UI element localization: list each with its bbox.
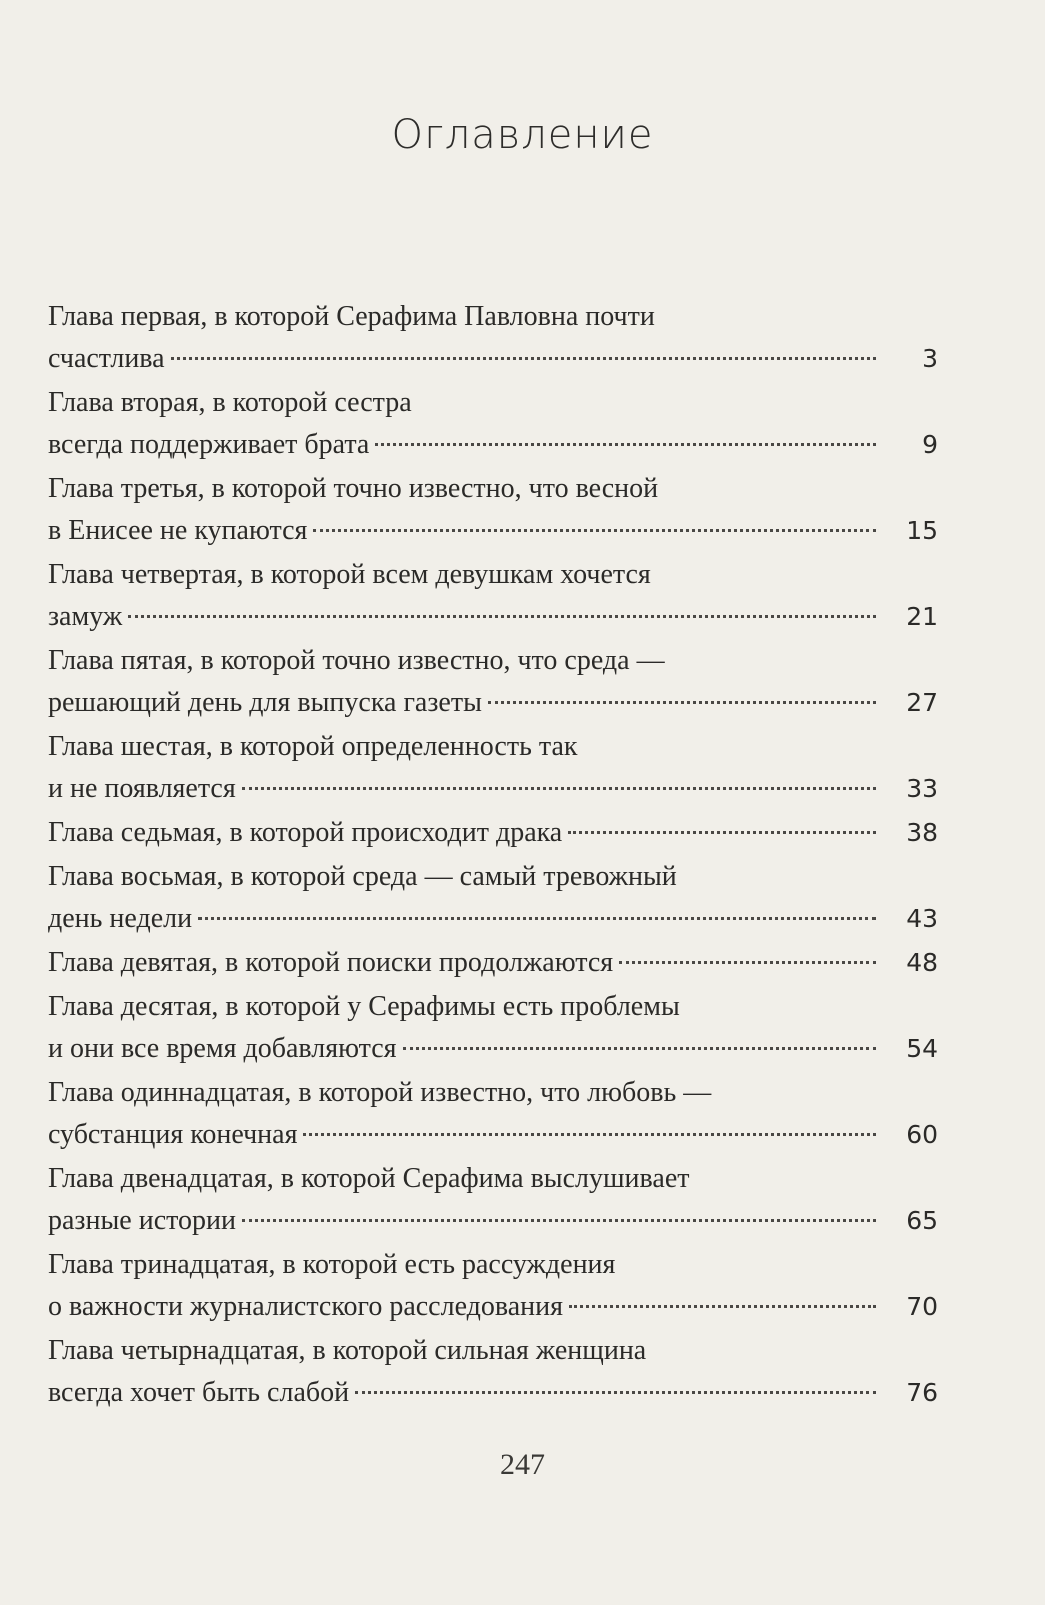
toc-entry-title-line1: Глава десятая, в которой у Серафимы есть проблемы	[48, 991, 680, 1022]
toc-entry-title-line2: день недели	[48, 903, 193, 934]
dot-leader	[568, 831, 876, 834]
toc-page-number: 60	[906, 1120, 938, 1149]
toc-entry	[48, 1158, 938, 1242]
toc-page-number: 21	[906, 602, 938, 631]
toc-entry-title-line2: всегда поддерживает брата	[48, 429, 370, 460]
toc-entry-title-line2: решающий день для выпуска газеты	[48, 687, 482, 718]
dot-leader	[242, 787, 876, 790]
toc-entry-title-line2: Глава девятая, в которой поиски продолжаются	[48, 947, 614, 978]
toc-entry-title-line2-row	[48, 1286, 938, 1328]
toc-entry	[48, 1330, 938, 1414]
dot-leader	[488, 701, 876, 704]
toc-entry-title-line2: о важности журналистского расследования	[48, 1291, 564, 1322]
toc-entry	[48, 726, 938, 810]
toc-entry-title-line1: Глава третья, в которой точно известно, что весной	[48, 473, 659, 504]
dot-leader	[313, 529, 876, 532]
toc-entry	[48, 986, 938, 1070]
toc-entry-title-line2-row	[48, 1372, 938, 1414]
toc-page-number: 9	[922, 430, 938, 459]
page-number: 247	[500, 1448, 545, 1481]
toc-entry-title-line1: Глава пятая, в которой точно известно, что среда —	[48, 645, 665, 676]
toc-entry	[48, 812, 938, 854]
toc-page-number: 33	[906, 774, 938, 803]
toc-page-number: 54	[906, 1034, 938, 1063]
dot-leader	[619, 961, 876, 964]
toc-entry-title-line2: замуж	[48, 601, 123, 632]
toc-entry-title-line1: Глава одиннадцатая, в которой известно, что любовь —	[48, 1077, 712, 1108]
toc-entry-title-line2: субстанция конечная	[48, 1119, 298, 1150]
toc-page-number: 70	[906, 1292, 938, 1321]
toc-entry-title-line2-row	[48, 1114, 938, 1156]
toc-entry-title-line1: Глава вторая, в которой сестра	[48, 387, 412, 418]
toc-entry	[48, 640, 938, 724]
toc-page-number: 76	[906, 1378, 938, 1407]
toc-entry-title-line2-row	[48, 424, 938, 466]
toc-entry-title-line2-row	[48, 1200, 938, 1242]
dot-leader	[242, 1219, 876, 1222]
toc-entry-title-line2: в Енисее не купаются	[48, 515, 308, 546]
toc-page-number: 15	[906, 516, 938, 545]
toc-page-number: 3	[922, 344, 938, 373]
toc-entry-title-line2-row	[48, 942, 938, 984]
toc-entry-title-line1: Глава двенадцатая, в которой Серафима выслушивает	[48, 1163, 690, 1194]
toc-entry-title-line2-row	[48, 338, 938, 380]
toc-entry-title-line2-row	[48, 682, 938, 724]
toc-page-number: 27	[906, 688, 938, 717]
toc-entry	[48, 942, 938, 984]
toc-page-number: 43	[906, 904, 938, 933]
toc-entry	[48, 1072, 938, 1156]
toc-entry	[48, 856, 938, 940]
toc-page-number: 38	[906, 818, 938, 847]
toc-page-number: 65	[906, 1206, 938, 1235]
toc-entry-title-line2-row	[48, 596, 938, 638]
toc-entry-title-line2: разные истории	[48, 1205, 236, 1236]
toc-entry-title-line1: Глава четвертая, в которой всем девушкам хочется	[48, 559, 651, 590]
toc-entry-title-line2-row	[48, 898, 938, 940]
dot-leader	[403, 1047, 876, 1050]
toc-entry	[48, 296, 938, 380]
dot-leader	[355, 1391, 876, 1394]
toc-entry	[48, 468, 938, 552]
toc-entry-title-line1: Глава шестая, в которой определенность так	[48, 731, 578, 762]
dot-leader	[171, 357, 876, 360]
toc-entry-title-line2-row	[48, 812, 938, 854]
toc-entry	[48, 1244, 938, 1328]
toc-page-number: 48	[906, 948, 938, 977]
dot-leader	[303, 1133, 876, 1136]
toc-entry-title-line1: Глава четырнадцатая, в которой сильная женщина	[48, 1335, 647, 1366]
toc-entry	[48, 382, 938, 466]
toc-entry-title-line2-row	[48, 1028, 938, 1070]
dot-leader	[375, 443, 876, 446]
toc-entry-title-line2-row	[48, 768, 938, 810]
toc-entry-title-line2-row	[48, 510, 938, 552]
dot-leader	[198, 917, 876, 920]
toc-entry-title-line2: всегда хочет быть слабой	[48, 1377, 350, 1408]
page-title: Оглавление	[391, 112, 654, 158]
toc-entry-title-line2: счастлива	[48, 343, 165, 374]
toc-entry-title-line2: Глава седьмая, в которой происходит драка	[48, 817, 563, 848]
dot-leader	[569, 1305, 876, 1308]
dot-leader	[128, 615, 876, 618]
toc-entry-title-line2: и не появляется	[48, 773, 236, 804]
toc-entry-title-line2: и они все время добавляются	[48, 1033, 397, 1064]
table-of-contents	[48, 296, 938, 1416]
toc-entry-title-line1: Глава первая, в которой Серафима Павловна почти	[48, 301, 655, 332]
toc-entry	[48, 554, 938, 638]
toc-entry-title-line1: Глава восьмая, в которой среда — самый тревожный	[48, 861, 677, 892]
toc-entry-title-line1: Глава тринадцатая, в которой есть рассуждения	[48, 1249, 616, 1280]
